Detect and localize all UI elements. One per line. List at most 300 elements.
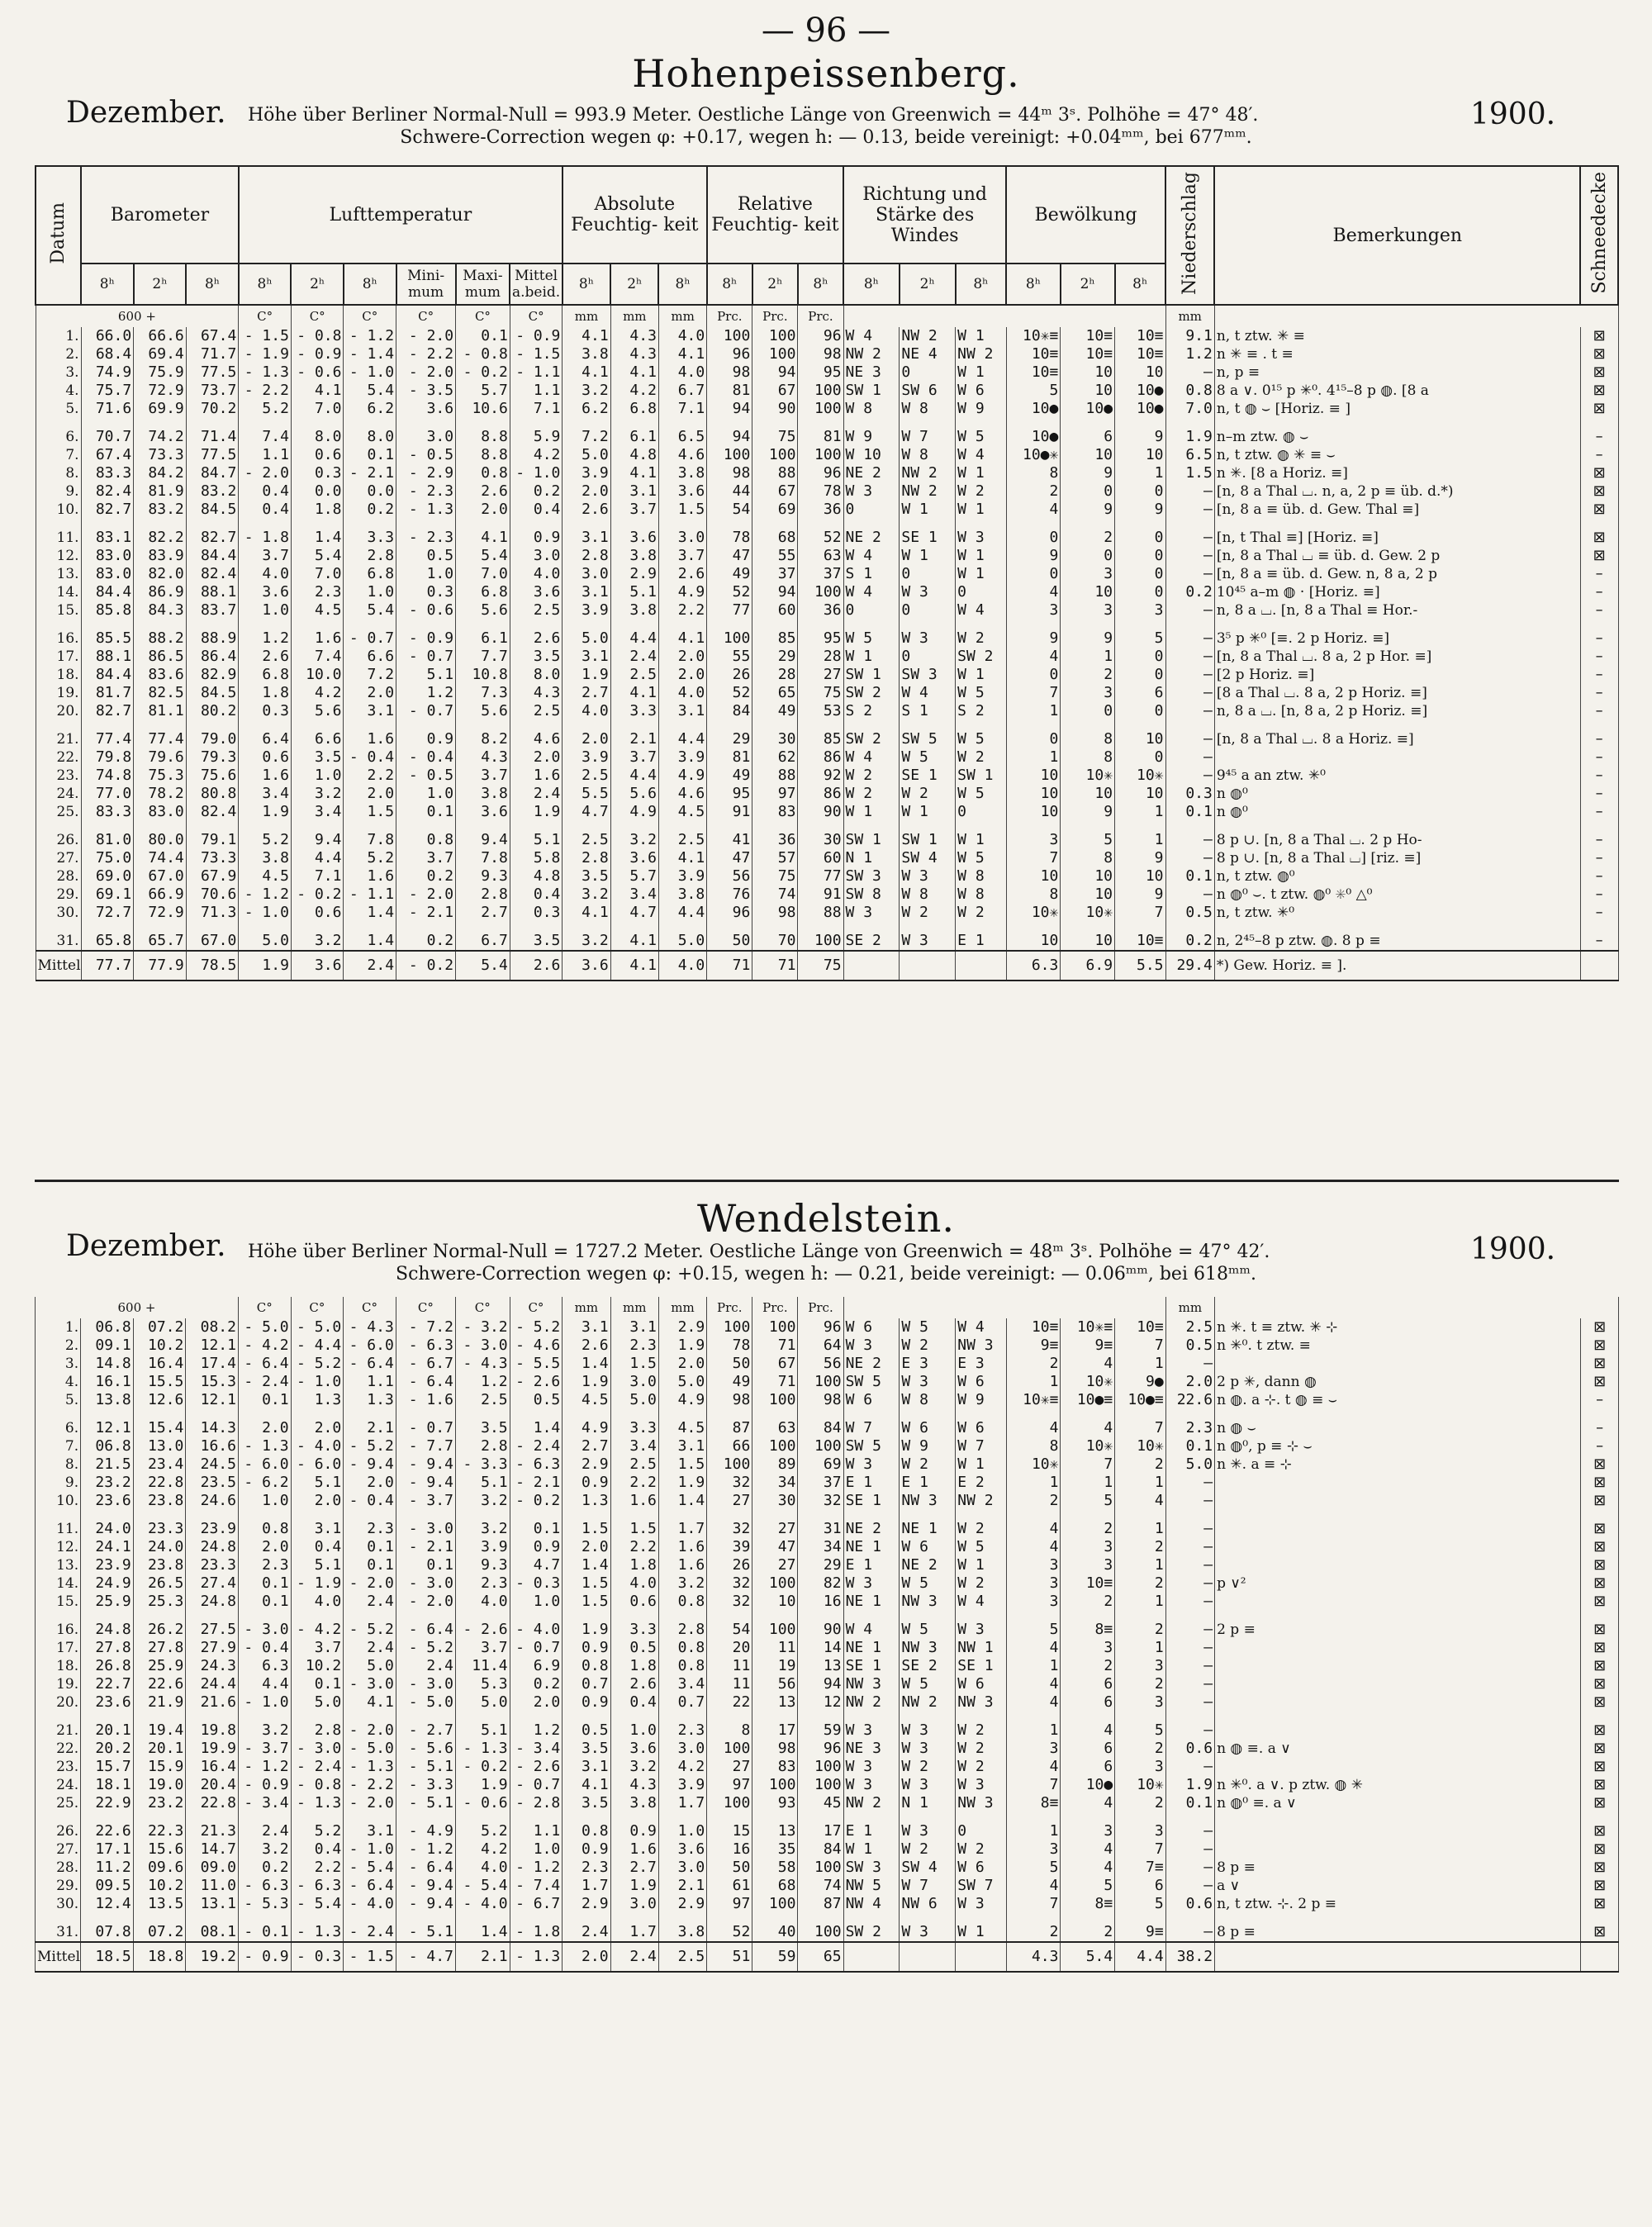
cell-cloud-8h-evening: 1 bbox=[1115, 1474, 1166, 1492]
cell-cloud-8h: 10✳≡ bbox=[1006, 1391, 1061, 1409]
gap-cell bbox=[344, 720, 396, 730]
cell-snow-cover: ⊠ bbox=[1581, 1776, 1619, 1794]
cell-baro-8h: 77.0 bbox=[81, 785, 134, 803]
cell-cloud-2h: 6 bbox=[1061, 428, 1115, 446]
cell-remarks: n ✳ ≡ . t ≡ bbox=[1214, 345, 1580, 363]
cell-temp-8h-evening: - 1.4 bbox=[344, 345, 396, 363]
cell-wind-2h: 0 bbox=[900, 648, 956, 666]
cell-temp-8h: 2.6 bbox=[239, 648, 292, 666]
cell-baro-2h: 72.9 bbox=[134, 382, 187, 400]
gap-cell bbox=[36, 1510, 81, 1520]
cell-snow-cover: ⊠ bbox=[1581, 1474, 1619, 1492]
cell-temp-max: 4.0 bbox=[455, 1593, 510, 1611]
header-lufttemperatur: Lufttemperatur bbox=[239, 166, 563, 264]
cell-cloud-8h-evening: 1 bbox=[1115, 464, 1165, 482]
cell-baro-2h: 82.5 bbox=[134, 684, 187, 702]
cell-wind-2h: 0 bbox=[900, 565, 956, 583]
cell-remarks: n–m ztw. ◍ ⌣ bbox=[1214, 428, 1580, 446]
cell-wind-8h: NW 2 bbox=[843, 345, 900, 363]
cell-rel-hum-8h: 32 bbox=[707, 1593, 752, 1611]
cell-cloud-8h-evening: 9 bbox=[1115, 886, 1165, 904]
cell-baro-8h-evening: 27.4 bbox=[186, 1574, 239, 1593]
cell-temp-max: 3.8 bbox=[456, 785, 510, 803]
cell-baro-2h: 83.2 bbox=[134, 501, 187, 519]
gap-cell bbox=[1006, 519, 1061, 529]
gap-cell bbox=[707, 922, 752, 932]
gap-cell bbox=[1165, 1409, 1214, 1419]
cell-abs-hum-2h: 2.5 bbox=[610, 1455, 658, 1474]
subheader-8h: 8ʰ bbox=[239, 264, 292, 305]
cell-abs-hum-8h: 3.1 bbox=[563, 1758, 610, 1776]
gap-cell bbox=[186, 418, 239, 428]
mean-temp-min: - 0.2 bbox=[396, 951, 456, 981]
cell-rel-hum-2h: 100 bbox=[752, 1437, 798, 1455]
cell-rel-hum-8h-evening: 85 bbox=[798, 730, 843, 748]
cell-rel-hum-2h: 17 bbox=[752, 1721, 798, 1740]
cell-abs-hum-2h: 6.8 bbox=[610, 400, 658, 418]
cell-wind-8h-evening: W 1 bbox=[956, 1923, 1006, 1942]
cell-cloud-8h-evening: 10 bbox=[1115, 785, 1165, 803]
cell-day: 9. bbox=[36, 1474, 81, 1492]
cell-wind-2h: W 2 bbox=[900, 1840, 956, 1859]
cell-abs-hum-8h: 2.5 bbox=[563, 831, 610, 849]
cell-temp-8h: 2.3 bbox=[238, 1556, 291, 1574]
cell-temp-max: 4.3 bbox=[456, 748, 510, 767]
mean-temp-max: 2.1 bbox=[455, 1942, 510, 1972]
cell-baro-8h-evening: 12.1 bbox=[186, 1391, 239, 1409]
cell-temp-8h: 0.2 bbox=[238, 1859, 291, 1877]
cell-day: 31. bbox=[36, 1923, 81, 1942]
table-row bbox=[36, 1639, 1619, 1657]
cell-cloud-8h: 4 bbox=[1006, 1877, 1061, 1895]
cell-rel-hum-8h: 52 bbox=[707, 583, 752, 601]
cell-cloud-8h-evening: 3 bbox=[1115, 1758, 1166, 1776]
cell-abs-hum-8h: 3.1 bbox=[563, 529, 610, 547]
table-row bbox=[36, 748, 1618, 767]
gap-cell bbox=[1006, 418, 1061, 428]
cell-abs-hum-8h: 1.9 bbox=[563, 1373, 610, 1391]
cell-wind-2h: SW 4 bbox=[900, 849, 956, 867]
gap-cell bbox=[36, 1913, 81, 1923]
mean-baro-8h-evening: 19.2 bbox=[186, 1942, 239, 1972]
cell-rel-hum-2h: 98 bbox=[752, 904, 798, 922]
cell-snow-cover: ⊠ bbox=[1581, 1593, 1619, 1611]
gap-cell bbox=[1115, 720, 1165, 730]
gap-cell bbox=[81, 418, 134, 428]
cell-baro-2h: 25.9 bbox=[133, 1657, 186, 1675]
cell-abs-hum-8h-evening: 6.5 bbox=[658, 428, 706, 446]
cell-temp-max: - 0.6 bbox=[455, 1794, 510, 1812]
cell-temp-max: 5.2 bbox=[455, 1822, 510, 1840]
gap-cell bbox=[707, 1913, 752, 1923]
cell-abs-hum-8h-evening: 3.8 bbox=[658, 464, 706, 482]
gap-cell bbox=[1214, 720, 1580, 730]
gap-cell bbox=[1006, 720, 1061, 730]
cell-rel-hum-8h: 26 bbox=[707, 666, 752, 684]
cell-temp-8h-evening: 2.0 bbox=[344, 684, 396, 702]
cell-rel-hum-8h: 54 bbox=[707, 1621, 752, 1639]
cell-wind-2h: W 5 bbox=[900, 1318, 956, 1337]
cell-rel-hum-8h-evening: 37 bbox=[798, 1474, 843, 1492]
gap-cell bbox=[1215, 1712, 1581, 1721]
gap-cell bbox=[1165, 1611, 1214, 1621]
gap-cell bbox=[956, 1611, 1006, 1621]
cell-wind-2h: W 9 bbox=[900, 1437, 956, 1455]
cell-rel-hum-2h: 90 bbox=[752, 400, 798, 418]
cell-temp-8h-evening: 5.0 bbox=[344, 1657, 396, 1675]
cell-cloud-8h: 10 bbox=[1006, 767, 1061, 785]
cell-abs-hum-8h: 1.4 bbox=[563, 1355, 610, 1373]
cell-temp-max: - 4.3 bbox=[455, 1355, 510, 1373]
cell-baro-8h-evening: 19.9 bbox=[186, 1740, 239, 1758]
cell-cloud-8h: 7 bbox=[1006, 684, 1061, 702]
cell-remarks: 8 p ≡ bbox=[1215, 1923, 1581, 1942]
cell-cloud-8h-evening: 9≡ bbox=[1115, 1923, 1166, 1942]
cell-rel-hum-2h: 88 bbox=[752, 767, 798, 785]
cell-snow-cover: – bbox=[1580, 702, 1618, 720]
cell-wind-8h: SW 2 bbox=[843, 730, 900, 748]
cell-cloud-8h-evening: 10 bbox=[1115, 363, 1165, 382]
cell-cloud-2h: 8≡ bbox=[1061, 1895, 1115, 1913]
cell-cloud-2h: 4 bbox=[1061, 1721, 1115, 1740]
cell-rel-hum-8h-evening: 90 bbox=[798, 803, 843, 821]
cell-remarks: [2 p Horiz. ≡] bbox=[1214, 666, 1580, 684]
cell-abs-hum-2h: 4.1 bbox=[610, 464, 658, 482]
cell-temp-8h: - 5.3 bbox=[238, 1895, 291, 1913]
cell-baro-8h: 75.7 bbox=[81, 382, 134, 400]
cell-snow-cover: ⊠ bbox=[1580, 363, 1618, 382]
cell-temp-8h-evening: 1.3 bbox=[344, 1391, 396, 1409]
table-row bbox=[36, 849, 1618, 867]
gap-cell bbox=[1061, 922, 1115, 932]
gap-cell bbox=[610, 1409, 658, 1419]
cell-abs-hum-2h: 4.1 bbox=[610, 363, 658, 382]
cell-wind-8h: W 4 bbox=[843, 327, 900, 345]
unit-label: C° bbox=[291, 1297, 344, 1318]
cell-abs-hum-2h: 3.3 bbox=[610, 1621, 658, 1639]
cell-temp-mean: 4.7 bbox=[510, 1556, 563, 1574]
cell-temp-min: - 3.0 bbox=[396, 1574, 455, 1593]
cell-temp-2h: 3.5 bbox=[291, 748, 344, 767]
cell-rel-hum-8h: 32 bbox=[707, 1520, 752, 1538]
cell-baro-8h: 26.8 bbox=[81, 1657, 134, 1675]
cell-temp-mean: - 4.0 bbox=[510, 1621, 563, 1639]
cell-precipitation: – bbox=[1165, 1693, 1214, 1712]
cell-baro-8h-evening: 75.6 bbox=[186, 767, 239, 785]
cell-snow-cover: – bbox=[1580, 932, 1618, 951]
cell-baro-8h: 22.6 bbox=[81, 1822, 134, 1840]
cell-cloud-8h: 1 bbox=[1006, 748, 1061, 767]
cell-rel-hum-8h: 97 bbox=[707, 1776, 752, 1794]
cell-temp-8h: 0.4 bbox=[239, 501, 292, 519]
cell-remarks: n ✳⁰. a ∨. p ztw. ◍ ✳ bbox=[1215, 1776, 1581, 1794]
cell-temp-max: 0.1 bbox=[456, 327, 510, 345]
cell-abs-hum-2h: 4.4 bbox=[610, 767, 658, 785]
cell-snow-cover: – bbox=[1580, 666, 1618, 684]
month-label-hohenpeissenberg: Dezember. bbox=[66, 96, 226, 130]
cell-temp-min: - 0.5 bbox=[396, 446, 456, 464]
cell-cloud-8h-evening: 2 bbox=[1115, 1740, 1166, 1758]
cell-abs-hum-8h-evening: 4.4 bbox=[658, 730, 706, 748]
cell-rel-hum-2h: 30 bbox=[752, 1492, 798, 1510]
cell-rel-hum-8h: 8 bbox=[707, 1721, 752, 1740]
cell-abs-hum-2h: 5.6 bbox=[610, 785, 658, 803]
cell-baro-8h-evening: 82.4 bbox=[186, 565, 239, 583]
cell-wind-2h: W 3 bbox=[900, 1373, 956, 1391]
cell-rel-hum-8h: 44 bbox=[707, 482, 752, 501]
cell-temp-mean: 1.4 bbox=[510, 1419, 563, 1437]
gap-cell bbox=[843, 1812, 900, 1822]
cell-wind-8h: W 4 bbox=[843, 1621, 900, 1639]
table-row bbox=[36, 1840, 1619, 1859]
cell-temp-2h: 5.0 bbox=[291, 1693, 344, 1712]
cell-wind-8h: NE 2 bbox=[843, 1355, 900, 1373]
cell-wind-8h: W 7 bbox=[843, 1419, 900, 1437]
unit-label: Prc. bbox=[707, 305, 752, 327]
cell-wind-8h: W 6 bbox=[843, 1318, 900, 1337]
mean-remarks bbox=[1215, 1942, 1581, 1972]
cell-temp-min: - 6.3 bbox=[396, 1337, 455, 1355]
cell-cloud-2h: 10✳ bbox=[1061, 904, 1115, 922]
cell-remarks: n, 2⁴⁵–8 p ztw. ◍. 8 p ≡ bbox=[1214, 932, 1580, 951]
cell-remarks: [n, 8 a ≡ üb. d. Gew. Thal ≡] bbox=[1214, 501, 1580, 519]
cell-rel-hum-2h: 100 bbox=[752, 1776, 798, 1794]
cell-abs-hum-8h: 2.8 bbox=[563, 849, 610, 867]
units-row bbox=[36, 305, 1618, 327]
gap-cell bbox=[186, 1510, 239, 1520]
cell-temp-min: - 6.4 bbox=[396, 1859, 455, 1877]
cell-rel-hum-8h-evening: 100 bbox=[798, 382, 843, 400]
cell-temp-mean: 4.2 bbox=[510, 446, 563, 464]
gap-cell bbox=[186, 1611, 239, 1621]
gap-cell bbox=[238, 1611, 291, 1621]
cell-snow-cover: ⊠ bbox=[1580, 345, 1618, 363]
cell-baro-8h: 83.0 bbox=[81, 547, 134, 565]
cell-temp-min: 0.2 bbox=[396, 932, 456, 951]
cell-abs-hum-2h: 0.4 bbox=[610, 1693, 658, 1712]
cell-temp-min: - 6.4 bbox=[396, 1621, 455, 1639]
gap-cell bbox=[81, 821, 134, 831]
cell-cloud-8h-evening: 5 bbox=[1115, 629, 1165, 648]
cell-temp-min: 0.5 bbox=[396, 547, 456, 565]
cell-rel-hum-8h-evening: 100 bbox=[798, 932, 843, 951]
gap-cell bbox=[610, 1812, 658, 1822]
table-row bbox=[36, 583, 1618, 601]
cell-snow-cover: ⊠ bbox=[1581, 1318, 1619, 1337]
cell-snow-cover: – bbox=[1580, 785, 1618, 803]
cell-temp-mean: - 5.5 bbox=[510, 1355, 563, 1373]
cell-wind-2h: W 8 bbox=[900, 1391, 956, 1409]
cell-abs-hum-8h: 4.1 bbox=[563, 327, 610, 345]
cell-temp-max: - 4.0 bbox=[455, 1895, 510, 1913]
cell-cloud-8h-evening: 5 bbox=[1115, 1895, 1166, 1913]
cell-cloud-8h-evening: 10 bbox=[1115, 446, 1165, 464]
cell-wind-8h-evening: W 9 bbox=[956, 400, 1006, 418]
cell-temp-min: - 6.4 bbox=[396, 1373, 455, 1391]
cell-rel-hum-8h: 87 bbox=[707, 1419, 752, 1437]
cell-precipitation: 6.5 bbox=[1165, 446, 1214, 464]
cell-wind-8h-evening: W 4 bbox=[956, 1593, 1006, 1611]
cell-snow-cover: ⊠ bbox=[1581, 1758, 1619, 1776]
cell-temp-max: 5.1 bbox=[455, 1721, 510, 1740]
cell-abs-hum-2h: 1.6 bbox=[610, 1840, 658, 1859]
cell-rel-hum-8h-evening: 17 bbox=[798, 1822, 843, 1840]
gap-cell bbox=[1061, 720, 1115, 730]
gap-cell bbox=[1006, 620, 1061, 629]
cell-cloud-8h: 1 bbox=[1006, 1474, 1061, 1492]
cell-temp-mean: - 2.6 bbox=[510, 1758, 563, 1776]
cell-rel-hum-8h: 100 bbox=[707, 1794, 752, 1812]
cell-temp-max: 2.7 bbox=[456, 904, 510, 922]
row-gap bbox=[36, 720, 1618, 730]
cell-temp-2h: 5.1 bbox=[291, 1556, 344, 1574]
subheader-2h: 2ʰ bbox=[610, 264, 658, 305]
cell-baro-8h-evening: 13.1 bbox=[186, 1895, 239, 1913]
gap-cell bbox=[798, 620, 843, 629]
cell-day: 24. bbox=[36, 785, 81, 803]
cell-temp-8h: 3.8 bbox=[239, 849, 292, 867]
gap-cell bbox=[396, 1812, 455, 1822]
cell-temp-8h-evening: - 6.0 bbox=[344, 1337, 396, 1355]
cell-temp-2h: 1.4 bbox=[291, 529, 344, 547]
cell-cloud-8h: 3 bbox=[1006, 1740, 1061, 1758]
cell-temp-8h-evening: - 9.4 bbox=[344, 1455, 396, 1474]
cell-abs-hum-8h-evening: 3.2 bbox=[658, 1574, 706, 1593]
cell-temp-min: - 6.7 bbox=[396, 1355, 455, 1373]
cell-baro-8h-evening: 84.7 bbox=[186, 464, 239, 482]
cell-precipitation: 0.2 bbox=[1165, 583, 1214, 601]
cell-wind-2h: N 1 bbox=[900, 1794, 956, 1812]
cell-baro-8h: 74.8 bbox=[81, 767, 134, 785]
cell-wind-8h: E 1 bbox=[843, 1474, 900, 1492]
cell-temp-2h: 0.6 bbox=[291, 446, 344, 464]
cell-temp-8h: 0.6 bbox=[239, 748, 292, 767]
cell-snow-cover: – bbox=[1580, 446, 1618, 464]
gap-cell bbox=[563, 922, 610, 932]
mean-rel-hum-8h-evening: 75 bbox=[798, 951, 843, 981]
cell-rel-hum-8h-evening: 81 bbox=[798, 428, 843, 446]
cell-rel-hum-8h-evening: 34 bbox=[798, 1538, 843, 1556]
cell-temp-mean: - 2.1 bbox=[510, 1474, 563, 1492]
cell-baro-8h-evening: 17.4 bbox=[186, 1355, 239, 1373]
cell-abs-hum-8h: 0.9 bbox=[563, 1693, 610, 1712]
cell-temp-max: 10.6 bbox=[456, 400, 510, 418]
gap-cell bbox=[1215, 1409, 1581, 1419]
cell-snow-cover: – bbox=[1580, 428, 1618, 446]
cell-precipitation: – bbox=[1165, 1877, 1214, 1895]
cell-abs-hum-8h: 5.0 bbox=[563, 446, 610, 464]
cell-wind-2h: NW 2 bbox=[900, 464, 956, 482]
gap-cell bbox=[456, 922, 510, 932]
unit-label: C° bbox=[510, 305, 563, 327]
cell-rel-hum-8h-evening: 88 bbox=[798, 904, 843, 922]
cell-wind-2h: S 1 bbox=[900, 702, 956, 720]
cell-precipitation: – bbox=[1165, 1840, 1214, 1859]
cell-cloud-8h-evening: 1 bbox=[1115, 1556, 1166, 1574]
cell-rel-hum-8h: 55 bbox=[707, 648, 752, 666]
cell-snow-cover: ⊠ bbox=[1580, 400, 1618, 418]
cell-abs-hum-8h-evening: 3.0 bbox=[658, 1859, 706, 1877]
cell-baro-2h: 13.0 bbox=[133, 1437, 186, 1455]
cell-wind-2h: W 1 bbox=[900, 803, 956, 821]
cell-snow-cover: – bbox=[1580, 803, 1618, 821]
cell-baro-2h: 15.4 bbox=[133, 1419, 186, 1437]
cell-rel-hum-2h: 13 bbox=[752, 1693, 798, 1712]
cell-temp-2h: 3.1 bbox=[291, 1520, 344, 1538]
mean-abs-hum-8h: 3.6 bbox=[563, 951, 610, 981]
cell-cloud-8h: 3 bbox=[1006, 831, 1061, 849]
cell-baro-2h: 26.2 bbox=[133, 1621, 186, 1639]
cell-baro-8h: 12.1 bbox=[81, 1419, 134, 1437]
cell-temp-8h-evening: 0.1 bbox=[344, 446, 396, 464]
cell-wind-8h: SW 1 bbox=[843, 666, 900, 684]
cell-baro-8h-evening: 83.7 bbox=[186, 601, 239, 620]
gap-cell bbox=[1061, 1812, 1115, 1822]
cell-rel-hum-8h: 100 bbox=[707, 327, 752, 345]
cell-rel-hum-8h: 100 bbox=[707, 1318, 752, 1337]
cell-temp-mean: 4.3 bbox=[510, 684, 563, 702]
gap-cell bbox=[1214, 821, 1580, 831]
cell-temp-max: - 3.0 bbox=[455, 1337, 510, 1355]
cell-cloud-8h: 9 bbox=[1006, 547, 1061, 565]
cell-temp-2h: - 5.2 bbox=[291, 1355, 344, 1373]
cell-day: 14. bbox=[36, 583, 81, 601]
cell-cloud-8h: 4 bbox=[1006, 1758, 1061, 1776]
cell-cloud-8h: 3 bbox=[1006, 1574, 1061, 1593]
cell-rel-hum-8h: 49 bbox=[707, 565, 752, 583]
cell-abs-hum-8h: 2.8 bbox=[563, 547, 610, 565]
cell-rel-hum-2h: 40 bbox=[752, 1923, 798, 1942]
cell-temp-8h-evening: 5.2 bbox=[344, 849, 396, 867]
table-row bbox=[36, 1455, 1619, 1474]
cell-wind-8h: NE 3 bbox=[843, 363, 900, 382]
cell-precipitation: 2.0 bbox=[1165, 1373, 1214, 1391]
gap-cell bbox=[238, 1510, 291, 1520]
gap-cell bbox=[456, 821, 510, 831]
cell-wind-2h: W 3 bbox=[900, 1822, 956, 1840]
cell-remarks: n ◍ ⌣ bbox=[1215, 1419, 1581, 1437]
cell-day: 19. bbox=[36, 1675, 81, 1693]
cell-temp-max: 5.3 bbox=[455, 1675, 510, 1693]
cell-temp-max: 2.5 bbox=[455, 1391, 510, 1409]
cell-baro-2h: 83.0 bbox=[134, 803, 187, 821]
cell-abs-hum-8h-evening: 0.8 bbox=[658, 1593, 706, 1611]
cell-abs-hum-8h-evening: 0.8 bbox=[658, 1639, 706, 1657]
cell-rel-hum-2h: 100 bbox=[752, 1621, 798, 1639]
cell-wind-8h: W 5 bbox=[843, 629, 900, 648]
cell-baro-8h-evening: 23.5 bbox=[186, 1474, 239, 1492]
cell-abs-hum-8h-evening: 4.1 bbox=[658, 849, 706, 867]
cell-temp-min: - 2.7 bbox=[396, 1721, 455, 1740]
cell-cloud-2h: 2 bbox=[1061, 1593, 1115, 1611]
gap-cell bbox=[36, 620, 81, 629]
table-row bbox=[36, 1419, 1619, 1437]
cell-rel-hum-8h: 100 bbox=[707, 446, 752, 464]
cell-snow-cover: ⊠ bbox=[1581, 1574, 1619, 1593]
cell-day: 16. bbox=[36, 1621, 81, 1639]
cell-baro-8h-evening: 14.7 bbox=[186, 1840, 239, 1859]
cell-temp-min: - 9.4 bbox=[396, 1895, 455, 1913]
cell-rel-hum-8h: 22 bbox=[707, 1693, 752, 1712]
cell-day: 1. bbox=[36, 1318, 81, 1337]
cell-temp-8h-evening: - 2.0 bbox=[344, 1574, 396, 1593]
unit-label: mm bbox=[563, 305, 610, 327]
cell-snow-cover: ⊠ bbox=[1580, 382, 1618, 400]
gap-cell bbox=[186, 1913, 239, 1923]
gap-cell bbox=[1061, 620, 1115, 629]
cell-baro-8h: 83.0 bbox=[81, 565, 134, 583]
cell-wind-8h-evening: W 6 bbox=[956, 1675, 1006, 1693]
